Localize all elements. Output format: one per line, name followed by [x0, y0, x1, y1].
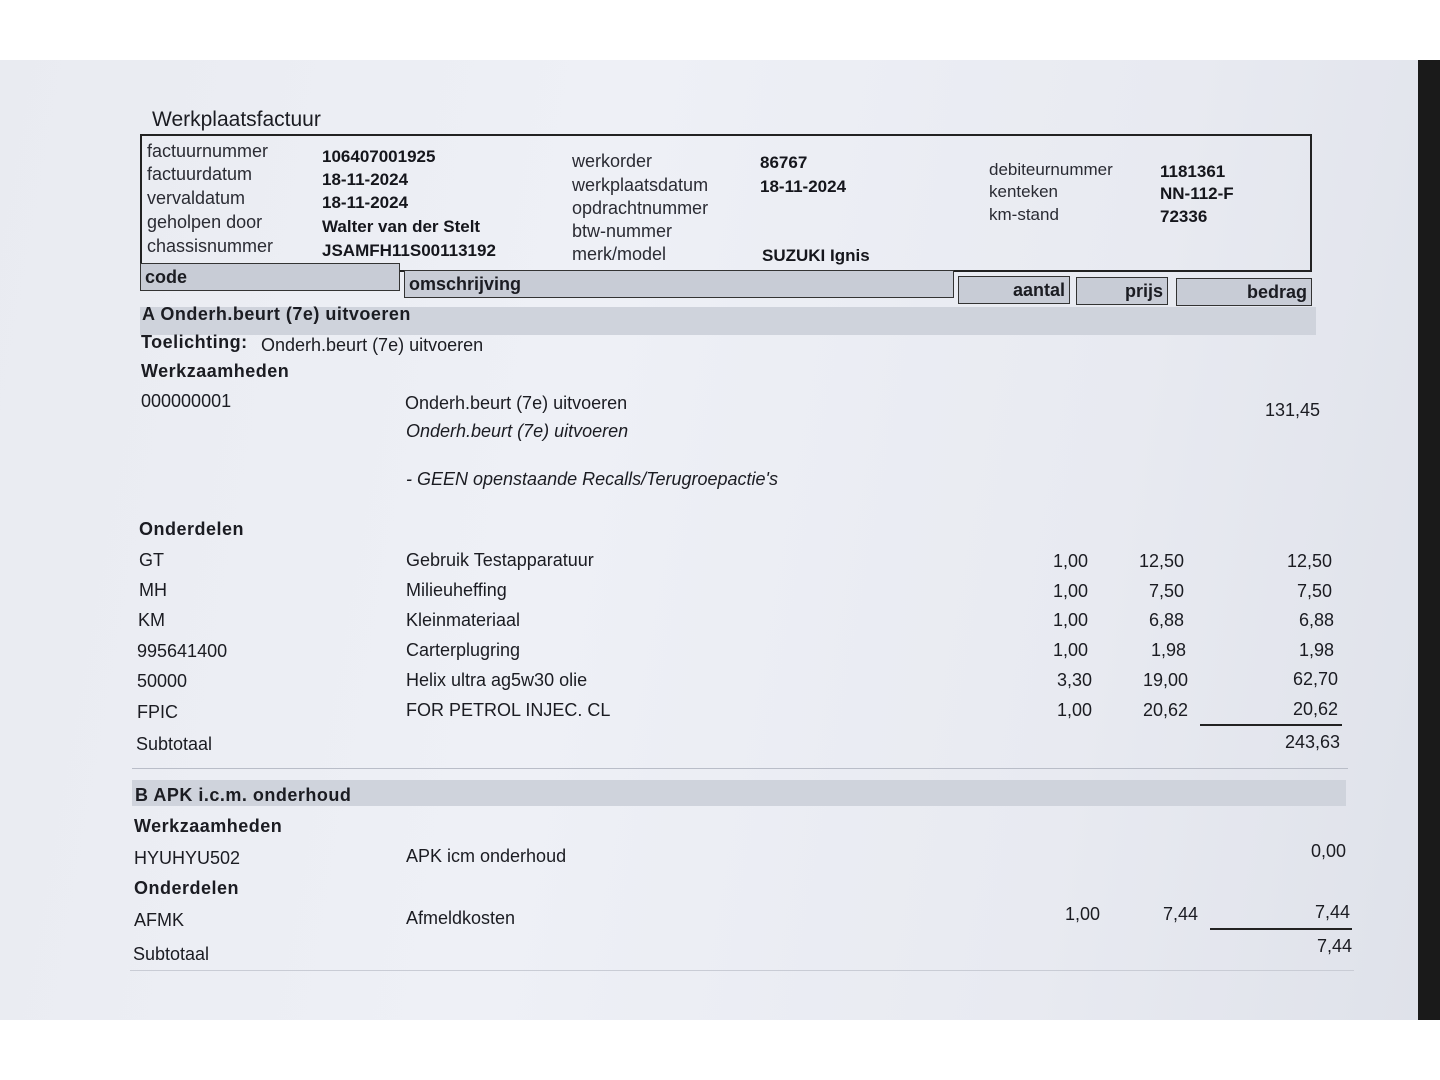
- part-amount: 7,50: [1296, 581, 1332, 601]
- label-btw-nummer: btw-nummer: [572, 221, 673, 241]
- label-factuurdatum: factuurdatum: [147, 164, 253, 184]
- col-header-code: code: [140, 263, 400, 291]
- part-code: GT: [139, 550, 164, 570]
- part-amount: 12,50: [1286, 551, 1332, 571]
- col-header-aantal: aantal: [958, 276, 1070, 304]
- value-factuurdatum: 18-11-2024: [322, 170, 409, 189]
- label-vervaldatum: vervaldatum: [147, 188, 246, 208]
- value-kenteken: NN-112-F: [1160, 184, 1234, 203]
- label-km-stand: km-stand: [989, 205, 1059, 224]
- label-werkplaatsdatum: werkplaatsdatum: [572, 175, 709, 195]
- label-merk-model: merk/model: [572, 244, 667, 264]
- value-factuurnummer: 106407001925: [322, 147, 436, 166]
- value-chassisnummer: JSAMFH11S00113192: [322, 241, 496, 260]
- divider: [132, 768, 1348, 769]
- background-edge: [1418, 60, 1440, 1020]
- part-code: FPIC: [137, 702, 179, 722]
- label-opdrachtnummer: opdrachtnummer: [572, 198, 709, 218]
- section-a-note-label: Toelichting:: [141, 332, 248, 352]
- part-qty: 1,00: [1052, 581, 1088, 601]
- part-desc: FOR PETROL INJEC. CL: [406, 700, 611, 720]
- col-header-omschrijving: omschrijving: [404, 270, 954, 298]
- part-amount: 7,44: [1314, 902, 1350, 922]
- subtotal-rule-b: [1210, 928, 1352, 930]
- invoice-header-box: [140, 134, 1312, 272]
- part-desc: Helix ultra ag5w30 olie: [406, 670, 588, 690]
- part-qty: 1,00: [1052, 640, 1088, 660]
- label-kenteken: kenteken: [989, 182, 1058, 201]
- value-merk-model: SUZUKI Ignis: [762, 246, 870, 265]
- section-a-title: A Onderh.beurt (7e) uitvoeren: [142, 304, 411, 324]
- part-code: 995641400: [137, 641, 228, 661]
- part-price: 20,62: [1142, 700, 1188, 720]
- section-a-note-text: Onderh.beurt (7e) uitvoeren: [261, 335, 484, 355]
- section-a-parts-heading: Onderdelen: [139, 519, 245, 539]
- part-amount: 1,98: [1298, 640, 1334, 660]
- section-a-work-desc-italic: Onderh.beurt (7e) uitvoeren: [406, 421, 629, 441]
- part-price: 7,44: [1162, 904, 1198, 924]
- part-code: KM: [138, 610, 165, 630]
- part-qty: 3,30: [1056, 670, 1092, 690]
- part-desc: Carterplugring: [406, 640, 521, 660]
- col-header-bedrag: bedrag: [1176, 278, 1312, 306]
- part-desc: Afmeldkosten: [406, 908, 516, 928]
- label-chassisnummer: chassisnummer: [147, 236, 274, 256]
- part-price: 12,50: [1138, 551, 1184, 571]
- value-vervaldatum: 18-11-2024: [322, 193, 409, 212]
- part-price: 7,50: [1148, 581, 1184, 601]
- part-qty: 1,00: [1052, 610, 1088, 630]
- section-a-subtotal: 243,63: [1284, 732, 1340, 752]
- value-werkorder: 86767: [760, 153, 808, 172]
- section-b-title: B APK i.c.m. onderhoud: [135, 785, 352, 805]
- section-a-work-amount: 131,45: [1264, 400, 1320, 420]
- section-a-work-heading: Werkzaamheden: [141, 361, 290, 381]
- section-a-recall-remark: - GEEN openstaande Recalls/Terugroepactie's: [406, 469, 778, 489]
- label-factuurnummer: factuurnummer: [147, 141, 269, 161]
- part-price: 19,00: [1142, 670, 1188, 690]
- part-price: 6,88: [1148, 610, 1184, 630]
- part-amount: 62,70: [1292, 669, 1338, 689]
- part-desc: Milieuheffing: [406, 580, 507, 600]
- part-qty: 1,00: [1064, 904, 1100, 924]
- section-b-work-desc: APK icm onderhoud: [406, 846, 567, 866]
- section-a-subtotal-label: Subtotaal: [136, 734, 213, 754]
- value-km-stand: 72336: [1160, 207, 1208, 226]
- part-desc: Gebruik Testapparatuur: [406, 550, 594, 570]
- part-amount: 20,62: [1292, 699, 1338, 719]
- value-geholpen-door: Walter van der Stelt: [322, 217, 481, 236]
- section-b-subtotal: 7,44: [1316, 936, 1352, 956]
- divider: [130, 970, 1354, 971]
- part-qty: 1,00: [1052, 551, 1088, 571]
- value-werkplaatsdatum: 18-11-2024: [760, 177, 847, 196]
- part-qty: 1,00: [1056, 700, 1092, 720]
- invoice-title: Werkplaatsfactuur: [152, 108, 321, 131]
- section-b-work-code: HYUHYU502: [134, 848, 241, 868]
- part-amount: 6,88: [1298, 610, 1334, 630]
- label-geholpen-door: geholpen door: [147, 212, 263, 232]
- col-header-prijs: prijs: [1076, 277, 1168, 305]
- section-a-work-desc: Onderh.beurt (7e) uitvoeren: [405, 393, 628, 413]
- part-code: 50000: [137, 671, 188, 691]
- value-debiteurnummer: 1181361: [1160, 162, 1226, 181]
- part-desc: Kleinmateriaal: [406, 610, 521, 630]
- section-b-work-amount: 0,00: [1310, 841, 1346, 861]
- section-b-parts-heading: Onderdelen: [134, 878, 240, 898]
- label-werkorder: werkorder: [572, 151, 653, 171]
- section-b-subtotal-label: Subtotaal: [133, 944, 210, 964]
- section-b-work-heading: Werkzaamheden: [134, 816, 283, 836]
- part-price: 1,98: [1150, 640, 1186, 660]
- label-debiteurnummer: debiteurnummer: [989, 160, 1113, 179]
- part-code: AFMK: [134, 910, 185, 930]
- part-code: MH: [139, 580, 167, 600]
- subtotal-rule-a: [1200, 724, 1342, 726]
- section-a-work-code: 000000001: [141, 391, 232, 411]
